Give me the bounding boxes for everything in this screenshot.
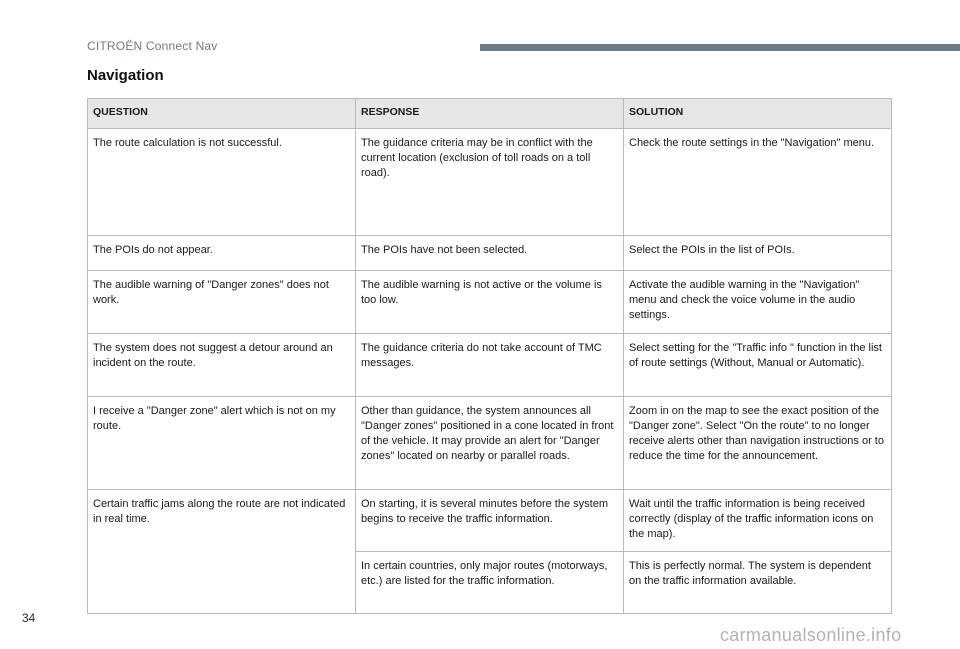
response-cell: In certain countries, only major routes (motorways, etc.) are listed for the traffic information.: [356, 552, 624, 614]
table-row: [88, 129, 892, 236]
table-header-row: [88, 99, 892, 129]
response-cell: On starting, it is several minutes before the system begins to receive the traffic information.: [356, 490, 624, 552]
solution-cell: Select setting for the "Traffic info " function in the list of route settings (Without, Manual or Automatic).: [624, 334, 892, 397]
solution-cell: Select the POIs in the list of POIs.: [624, 236, 892, 271]
table-row: [88, 397, 892, 490]
response-cell: The guidance criteria do not take account of TMC messages.: [356, 334, 624, 397]
question-cell: The system does not suggest a detour around an incident on the route.: [88, 334, 356, 397]
solution-cell: Check the route settings in the "Navigation" menu.: [624, 129, 892, 236]
response-cell: Other than guidance, the system announces all "Danger zones" positioned in a cone located in front of the vehicle. It may provide an alert for "Danger zones" located on nearby or parallel roads.: [356, 397, 624, 490]
column-header-question: QUESTION: [88, 99, 356, 129]
question-cell: The POIs do not appear.: [88, 236, 356, 271]
table-row: [88, 334, 892, 397]
page-number: 34: [22, 611, 36, 625]
question-cell: The audible warning of "Danger zones" does not work.: [88, 271, 356, 334]
response-cell: The audible warning is not active or the volume is too low.: [356, 271, 624, 334]
question-cell: The route calculation is not successful.: [88, 129, 356, 236]
question-cell: Certain traffic jams along the route are not indicated in real time.: [88, 490, 356, 552]
solution-cell: This is perfectly normal. The system is dependent on the traffic information available.: [624, 552, 892, 614]
table-row: [88, 236, 892, 271]
manual-header-title: CITROËN Connect Nav: [87, 39, 218, 53]
section-title: Navigation: [87, 67, 164, 84]
column-header-response: RESPONSE: [356, 99, 624, 129]
watermark-text: carmanualsonline.info: [720, 625, 902, 645]
table-row: [88, 490, 892, 552]
table-row: [88, 552, 892, 614]
solution-cell: Wait until the traffic information is being received correctly (display of the traffic information icons on the map).: [624, 490, 892, 552]
troubleshooting-table: [87, 98, 892, 614]
question-cell: [88, 552, 356, 614]
header-bar: [480, 44, 960, 51]
solution-cell: Activate the audible warning in the "Navigation" menu and check the voice volume in the audio settings.: [624, 271, 892, 334]
column-header-solution: SOLUTION: [624, 99, 892, 129]
question-cell: I receive a "Danger zone" alert which is not on my route.: [88, 397, 356, 490]
response-cell: The POIs have not been selected.: [356, 236, 624, 271]
solution-cell: Zoom in on the map to see the exact position of the "Danger zone". Select "On the route" to no longer receive alerts other than navigation instructions or to reduce the time for the announcement.: [624, 397, 892, 490]
table-row: [88, 271, 892, 334]
response-cell: The guidance criteria may be in conflict with the current location (exclusion of toll roads on a toll road).: [356, 129, 624, 236]
